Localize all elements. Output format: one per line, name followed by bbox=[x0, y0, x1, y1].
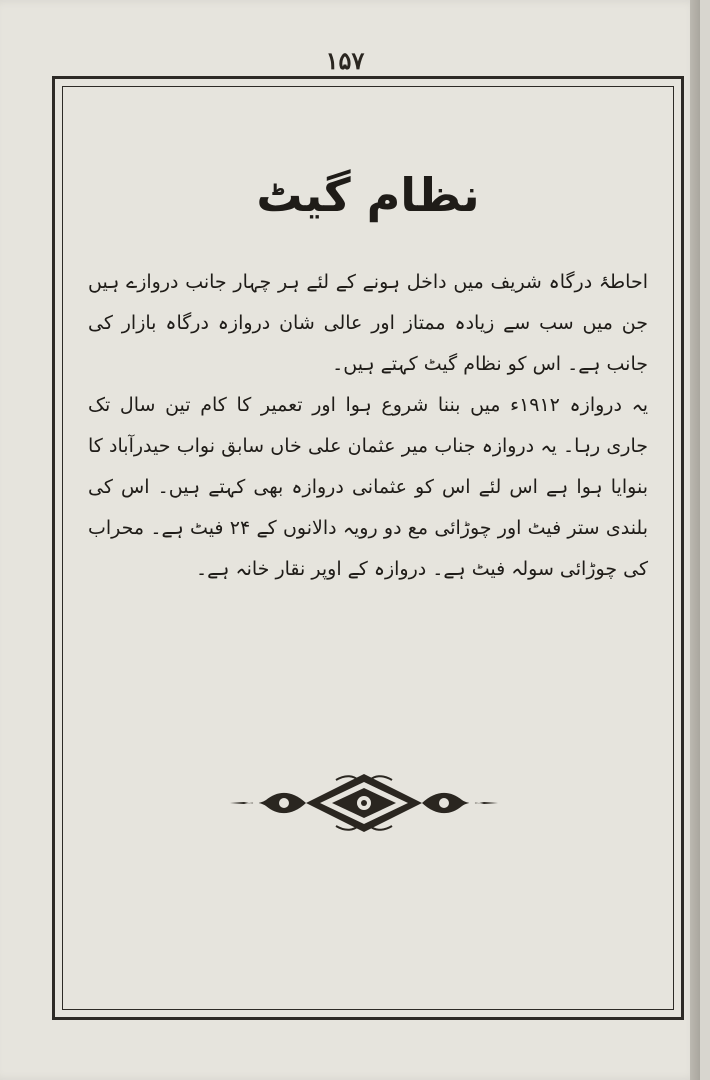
floral-divider-icon bbox=[226, 772, 502, 834]
page-edge bbox=[690, 0, 700, 1080]
paragraph-1: احاطۂ درگاہ شریف میں داخل ہونے کے لئے ہر چہار جانب دروازے ہیں جن میں سب سے زیادہ ممتاز اور عالی شان دروازہ درگاہ بازار کی جانب ہے۔ اس کو نظام گیٹ کہتے ہیں۔ bbox=[88, 271, 648, 375]
page-title: نظام گیٹ bbox=[256, 168, 480, 222]
article-body bbox=[88, 262, 648, 590]
paragraph-2: یہ دروازہ ۱۹۱۲ء میں بننا شروع ہوا اور تعمیر کا کام تین سال تک جاری رہا۔ یہ دروازہ جناب میر عثمان علی خاں سابق نواب حیدرآباد کا بنوایا ہوا ہے اس لئے اس کو عثمانی دروازہ بھی کہتے ہیں۔ اس کی بلندی ستر فیٹ اور چوڑائی مع دو رویہ دالانوں کے ۲۴ فیٹ ہے۔ محراب کی چوڑائی سولہ فیٹ ہے۔ دروازہ کے اوپر نقار خانہ ہے۔ bbox=[88, 394, 648, 580]
page-number: ۱۵۷ bbox=[325, 46, 365, 75]
